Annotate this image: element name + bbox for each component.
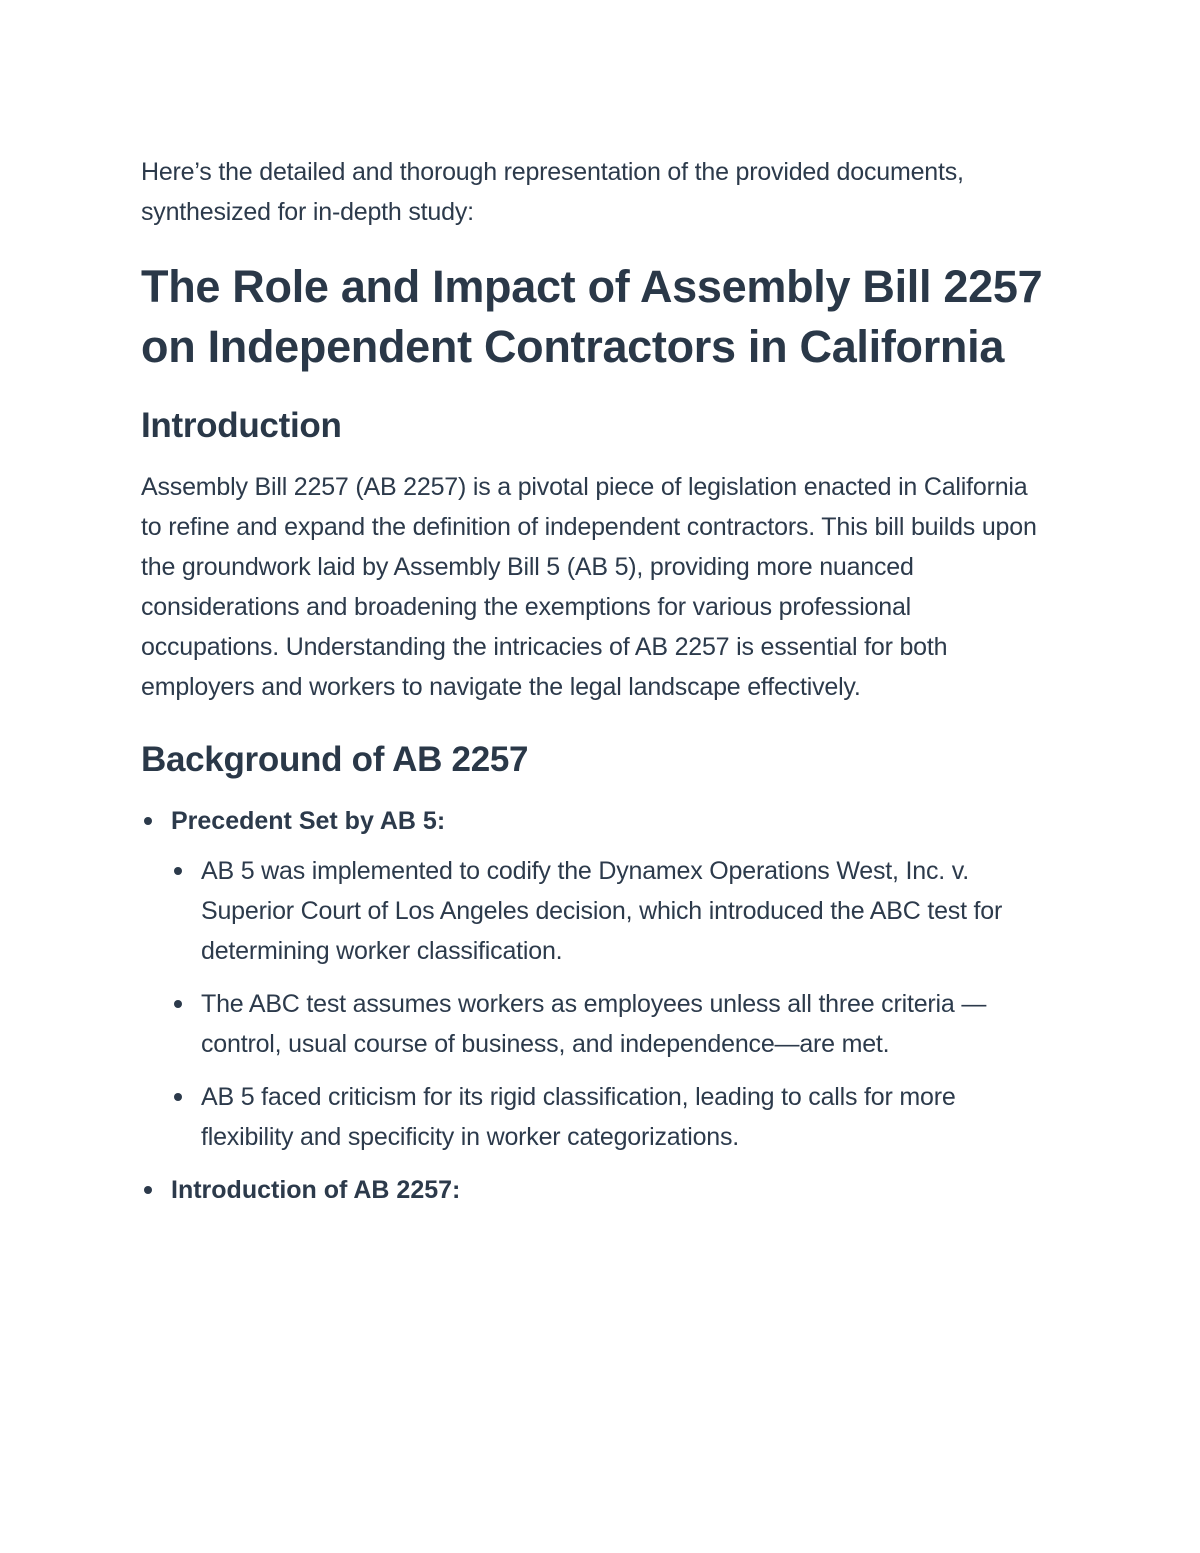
list-item-title: Introduction of AB 2257: [171, 1176, 461, 1204]
bullet-icon [144, 1186, 152, 1194]
background-heading: Background of AB 2257 [141, 740, 529, 779]
sub-list-item [171, 984, 1046, 1064]
document-page [141, 152, 1046, 1220]
introduction-body: Assembly Bill 2257 (AB 2257) is a pivotal piece of legislation enacted in California to refine and expand the definition of independent contractors. This bill builds upon the groundwork laid by Assembly Bill 5 (AB 5), providing more nuanced considerations and broadening the exemptions for various professional occupations. Understanding the intricacies of AB 2257 is essential for both employers and workers to navigate the legal landscape effectively. [141, 473, 1037, 701]
sub-list-item-text: AB 5 was implemented to codify the Dynamex Operations West, Inc. v. Superior Court of Los Angeles decision, which introduced the ABC test for determining worker classification. [201, 857, 1003, 965]
list-item-title: Precedent Set by AB 5: [171, 807, 446, 835]
background-list [141, 801, 1046, 1210]
document-title: The Role and Impact of Assembly Bill 2257 on Independent Contractors in California [141, 261, 1043, 372]
list-item [141, 1170, 1046, 1210]
bullet-icon [174, 1093, 182, 1101]
list-item [141, 801, 1046, 1157]
sub-list-item [171, 1077, 1046, 1157]
bullet-icon [144, 817, 152, 825]
intro-text: Here’s the detailed and thorough representation of the provided documents, synthesized for in-depth study: [141, 158, 964, 226]
sub-list-item [171, 851, 1046, 971]
bullet-icon [174, 1000, 182, 1008]
sub-list [171, 851, 1046, 1157]
bullet-icon [174, 867, 182, 875]
sub-list-item-text: The ABC test assumes workers as employees unless all three criteria —control, usual course of business, and independence—are met. [201, 990, 987, 1058]
introduction-heading: Introduction [141, 406, 342, 445]
sub-list-item-text: AB 5 faced criticism for its rigid classification, leading to calls for more flexibility and specificity in worker categorizations. [201, 1083, 956, 1151]
